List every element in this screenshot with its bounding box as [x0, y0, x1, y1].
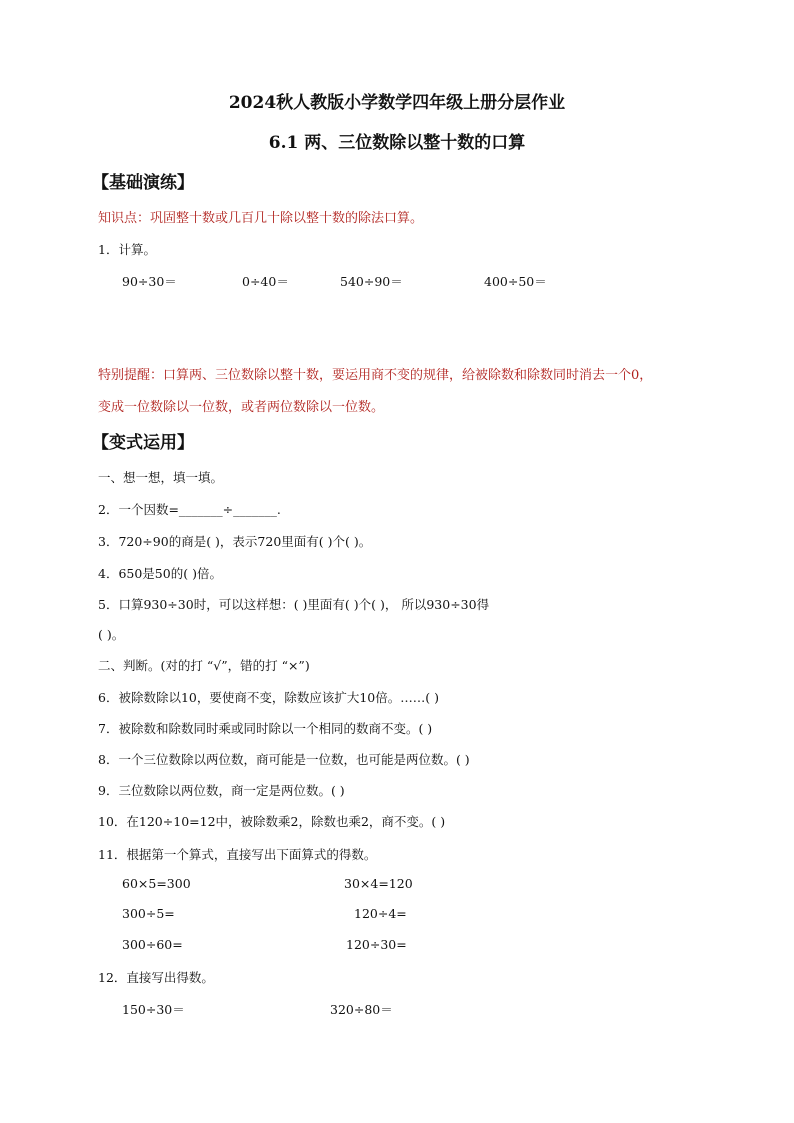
- question-10: 10．在120÷10=12中，被除数乘2，除数也乘2，商不变。( ): [98, 814, 446, 829]
- page-title: 2024秋人教版小学数学四年级上册分层作业: [228, 93, 566, 113]
- q1-item-1: 90÷30＝: [122, 274, 177, 289]
- q1-item-2: 0÷40＝: [242, 274, 289, 289]
- question-5-line-1: 5．口算930÷30时，可以这样想：( )里面有( )个( )， 所以930÷30得: [98, 597, 490, 612]
- question-7: 7．被除数和除数同时乘或同时除以一个相同的数商不变。( ): [98, 721, 433, 736]
- question-9: 9．三位数除以两位数，商一定是两位数。( ): [98, 783, 345, 798]
- q1-item-3: 540÷90＝: [340, 274, 403, 289]
- question-3: 3．720÷90的商是( )，表示720里面有( )个( )。: [98, 534, 372, 549]
- part-1-heading: 一、想一想，填一填。: [98, 470, 224, 485]
- question-1-label: 1．计算。: [98, 242, 156, 257]
- q1-item-4: 400÷50＝: [484, 274, 547, 289]
- tip-line-2: 变成一位数除以一位数，或者两位数除以一位数。: [98, 400, 385, 415]
- q12-item-2: 320÷80＝: [330, 1002, 393, 1017]
- section-heading-basic: 【基础演练】: [92, 173, 194, 193]
- q11-right-3: 120÷30=: [346, 937, 407, 952]
- question-4: 4．650是50的( )倍。: [98, 566, 222, 581]
- question-2: 2．一个因数=_______÷_______.: [98, 502, 281, 517]
- question-11: 11．根据第一个算式，直接写出下面算式的得数。: [98, 847, 377, 862]
- page-subtitle: 6.1 两、三位数除以整十数的口算: [268, 133, 526, 153]
- q11-right-2: 120÷4=: [354, 906, 407, 921]
- question-12: 12．直接写出得数。: [98, 970, 214, 985]
- question-6: 6．被除数除以10，要使商不变，除数应该扩大10倍。……( ): [98, 690, 439, 705]
- question-8: 8．一个三位数除以两位数，商可能是一位数，也可能是两位数。( ): [98, 752, 470, 767]
- q11-right-1: 30×4=120: [344, 876, 413, 891]
- q12-item-1: 150÷30＝: [122, 1002, 185, 1017]
- q11-left-2: 300÷5=: [122, 906, 175, 921]
- q11-left-1: 60×5=300: [122, 876, 191, 891]
- question-5-line-2: ( )。: [98, 627, 125, 642]
- q11-left-3: 300÷60=: [122, 937, 183, 952]
- part-2-heading: 二、判断。(对的打 “√”，错的打 “×”): [98, 658, 310, 673]
- tip-line-1: 特别提醒：口算两、三位数除以整十数，要运用商不变的规律，给被除数和除数同时消去一个0，: [98, 368, 653, 383]
- knowledge-point: 知识点：巩固整十数或几百几十除以整十数的除法口算。: [98, 211, 424, 226]
- section-heading-variant: 【变式运用】: [92, 433, 194, 453]
